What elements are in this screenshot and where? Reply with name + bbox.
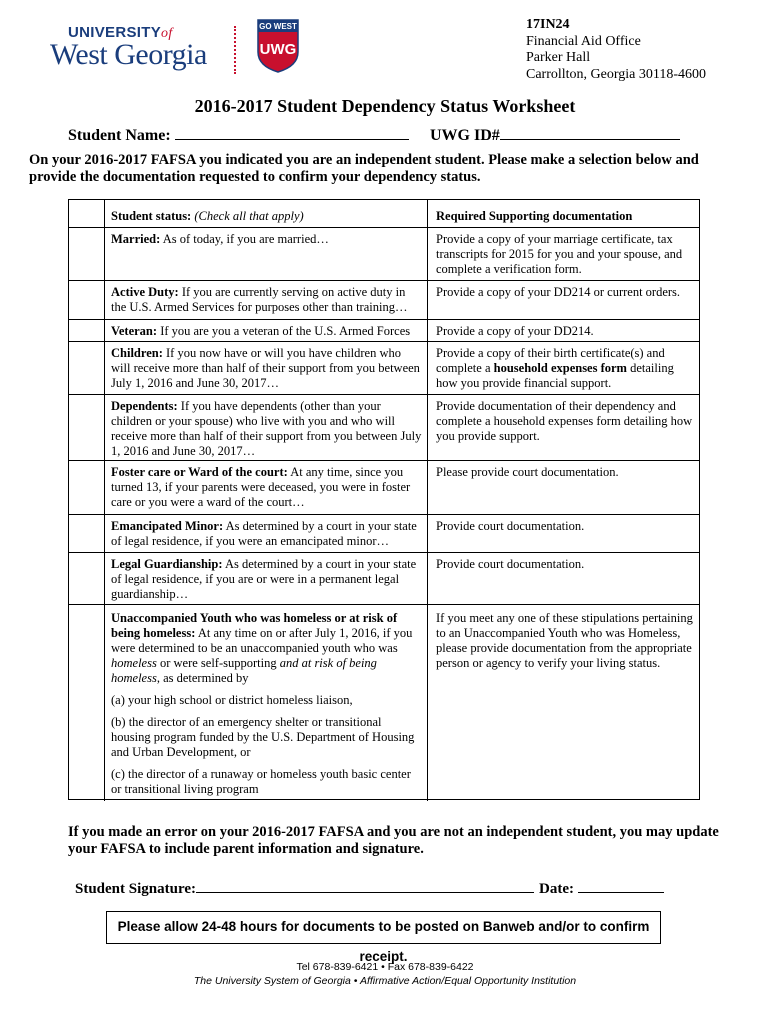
docs-cell-children: Provide a copy of their birth certificate(s) and complete a household expenses form detailing how you provide financial support. — [436, 346, 674, 390]
student-name-input[interactable] — [175, 126, 409, 140]
docs-cell-dependents: Provide documentation of their dependency and complete a household expenses form detailing how you provide support. — [436, 399, 693, 443]
table-header-check-cell — [69, 200, 105, 227]
date-label: Date — [539, 881, 569, 897]
logo-uwg-text: UWG — [259, 41, 297, 58]
office-name: Financial Aid Office — [526, 33, 641, 49]
date-field: Date: — [539, 879, 664, 898]
uwg-id-label: UWG ID# — [430, 127, 500, 144]
dependents-checkbox[interactable] — [69, 395, 105, 460]
status-cell-emancipated-minor: Emancipated Minor: As determined by a court in your state of legal residence, if you were an emancipated minor… — [106, 515, 428, 552]
table-row — [69, 280, 699, 319]
unaccompanied-youth-main-text: Unaccompanied Youth who was homeless or at risk of being homeless: At any time on or after July 1, 2016, if you were determined to be an unaccompanied youth who was homeless or were self-supporting and at risk of being homeless, as determined by — [111, 611, 413, 685]
status-cell-active-duty: Active Duty: If you are currently serving on active duty in the U.S. Armed Services for purposes other than training… — [106, 281, 428, 319]
student-signature-input[interactable] — [196, 879, 534, 893]
married-checkbox[interactable] — [69, 228, 105, 280]
student-name-field — [68, 126, 409, 145]
university-logo — [50, 22, 210, 74]
status-cell-veteran: Veteran: If you are you a veteran of the U.S. Armed Forces — [106, 320, 428, 341]
unaccompanied-youth-option-b: (b) the director of an emergency shelter or transitional housing program funded by the U.S. Department of Housing and Urban Development, or — [111, 715, 415, 759]
docs-cell-emancipated-minor: Provide court documentation. — [436, 519, 585, 533]
table-row — [69, 319, 699, 341]
logo-go-west-text: GO WEST — [259, 22, 297, 31]
uwg-id-input[interactable] — [500, 126, 680, 140]
docs-cell-married: Provide a copy of your marriage certificate, tax transcripts for 2015 for you and your spouse, and complete a verification form. — [436, 232, 683, 276]
active-duty-checkbox[interactable] — [69, 281, 105, 319]
footer-tagline: The University System of Georgia • Affirmative Action/Equal Opportunity Institution — [193, 975, 577, 987]
docs-cell-veteran: Provide a copy of your DD214. — [436, 324, 594, 338]
student-name-label: Student Name: — [68, 127, 171, 144]
processing-notice: Please allow 24-48 hours for documents to be posted on Banweb and/or to confirm receipt. — [106, 911, 661, 944]
table-row — [69, 552, 699, 604]
docs-cell-active-duty: Provide a copy of your DD214 or current orders. — [436, 285, 681, 299]
status-cell-dependents: Dependents: If you have dependents (other than your children or your spouse) who live with you and who will receive more than half of their support from you between July 1, 2016 and June 30, 2017… — [106, 395, 428, 460]
docs-cell-foster-care: Please provide court documentation. — [436, 465, 619, 479]
student-signature-label: Student Signature — [75, 881, 192, 897]
go-west-shield-logo — [256, 18, 300, 74]
veteran-checkbox[interactable] — [69, 320, 105, 341]
dependency-status-table — [68, 199, 700, 800]
table-row — [69, 604, 699, 801]
logo-divider — [234, 26, 236, 74]
table-row — [69, 227, 699, 280]
status-cell-unaccompanied-youth — [106, 605, 428, 801]
table-row — [69, 514, 699, 552]
date-input[interactable] — [578, 879, 664, 893]
uwg-id-field — [430, 126, 680, 145]
table-header-status: Student status: (Check all that apply) — [106, 200, 428, 227]
student-signature-field: Student Signature: — [75, 879, 534, 898]
status-cell-married: Married: As of today, if you are married… — [106, 228, 428, 280]
status-cell-foster-care: Foster care or Ward of the court: At any time, since you turned 13, if your parents were deceased, you were in foster care or you were a ward of the court… — [106, 461, 428, 514]
logo-west-georgia-text: West Georgia — [50, 38, 207, 71]
table-header-row — [69, 200, 699, 227]
status-cell-legal-guardianship: Legal Guardianship: As determined by a court in your state of legal residence, if you are or were in a permanent legal guardianship… — [106, 553, 428, 604]
form-code: 17IN24 — [526, 17, 570, 32]
foster-care-checkbox[interactable] — [69, 461, 105, 514]
table-header-docs: Required Supporting documentation — [436, 209, 633, 223]
unaccompanied-youth-option-c: (c) the director of a runaway or homeless youth basic center or transitional living program — [111, 767, 411, 796]
unaccompanied-youth-option-a: (a) your high school or district homeless liaison, — [111, 693, 353, 707]
table-row — [69, 341, 699, 394]
error-correction-note: If you made an error on your 2016-2017 FAFSA and you are not an independent student, you may update your FAFSA to include parent information and signature. — [68, 824, 719, 857]
logo-university-text: UNIVERSITYof — [68, 24, 173, 41]
office-city: Carrollton, Georgia 30118-4600 — [526, 66, 707, 82]
docs-cell-unaccompanied-youth: If you meet any one of these stipulations pertaining to an Unaccompanied Youth who was Homeless, please provide documentation from the appropriate person or agency to verify your living status. — [436, 611, 693, 670]
legal-guardianship-checkbox[interactable] — [69, 553, 105, 604]
office-hall: Parker Hall — [526, 50, 591, 65]
docs-cell-legal-guardianship: Provide court documentation. — [436, 557, 585, 571]
unaccompanied-youth-checkbox[interactable] — [69, 605, 105, 801]
children-checkbox[interactable] — [69, 342, 105, 394]
footer-contact: Tel 678-839-6421 • Fax 678-839-6422 — [296, 961, 474, 973]
table-row — [69, 460, 699, 514]
page-title: 2016-2017 Student Dependency Status Worksheet — [194, 96, 576, 116]
intro-paragraph: On your 2016-2017 FAFSA you indicated you are an independent student. Please make a selection below and provide the documentation requested to confirm your dependency status. — [29, 152, 699, 185]
status-cell-children: Children: If you now have or will you have children who will receive more than half of their support from you between July 1, 2016 and June 30, 2017… — [106, 342, 428, 394]
table-row — [69, 394, 699, 460]
office-address — [526, 17, 706, 83]
emancipated-minor-checkbox[interactable] — [69, 515, 105, 552]
